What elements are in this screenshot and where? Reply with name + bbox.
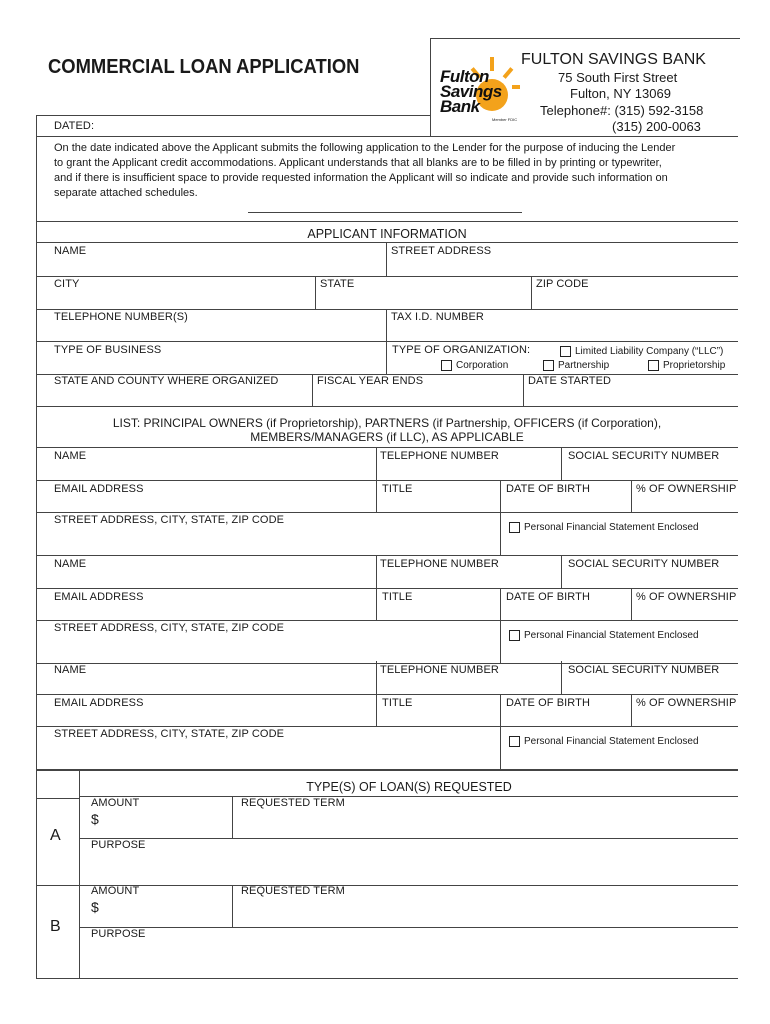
loan-a-label: A: [50, 827, 61, 844]
owner-name-field[interactable]: NAME: [54, 558, 87, 570]
intro-line: On the date indicated above the Applicant submits the following application to the Lender for the purpose of inducing the Lender: [54, 142, 676, 154]
form-title: COMMERCIAL LOAN APPLICATION: [48, 56, 360, 78]
loans-heading: TYPE(S) OF LOAN(S) REQUESTED: [306, 780, 512, 794]
intro-paragraph: [54, 141, 675, 201]
bank-phone-1: Telephone#: (315) 592-3158: [540, 103, 704, 118]
applicant-telephone-field[interactable]: TELEPHONE NUMBER(S): [54, 311, 188, 323]
corporation-checkbox[interactable]: [441, 360, 508, 371]
checkbox-icon[interactable]: [509, 736, 520, 747]
owner-ssn-field[interactable]: SOCIAL SECURITY NUMBER: [568, 558, 720, 570]
logo-text-bank: Bank: [440, 97, 480, 116]
llc-checkbox[interactable]: [560, 346, 723, 357]
owner-email-field[interactable]: EMAIL ADDRESS: [54, 697, 144, 709]
logo-text-savings: Savings: [440, 82, 502, 101]
owner-ssn-field[interactable]: SOCIAL SECURITY NUMBER: [568, 664, 720, 676]
owner-street-field[interactable]: STREET ADDRESS, CITY, STATE, ZIP CODE: [54, 728, 285, 740]
loan-b-amount-field[interactable]: $: [91, 899, 99, 915]
checkbox-icon[interactable]: [509, 522, 520, 533]
loan-a-amount-field[interactable]: $: [91, 811, 99, 827]
loan-b-amount-label: AMOUNT: [91, 885, 140, 897]
partnership-label: Partnership: [558, 360, 610, 371]
bank-address-city: Fulton, NY 13069: [570, 86, 671, 101]
loan-a-purpose-field[interactable]: PURPOSE: [91, 839, 146, 851]
type-of-business-field[interactable]: TYPE OF BUSINESS: [54, 344, 162, 356]
checkbox-icon[interactable]: [648, 360, 659, 371]
checkbox-icon[interactable]: [509, 630, 520, 641]
owner-title-field[interactable]: TITLE: [382, 483, 413, 495]
state-county-organized-field[interactable]: STATE AND COUNTY WHERE ORGANIZED: [54, 375, 279, 387]
intro-line: separate attached schedules.: [54, 187, 198, 199]
loan-b-term-field[interactable]: REQUESTED TERM: [241, 885, 345, 897]
bank-phone-2: (315) 200-0063: [612, 119, 701, 134]
owner-telephone-field[interactable]: TELEPHONE NUMBER: [380, 450, 499, 462]
fiscal-year-field[interactable]: FISCAL YEAR ENDS: [317, 375, 424, 387]
owner-ownership-field[interactable]: % OF OWNERSHIP: [636, 591, 737, 603]
signature-line[interactable]: [248, 212, 522, 213]
loan-a-amount-label: AMOUNT: [91, 797, 140, 809]
owner-dob-field[interactable]: DATE OF BIRTH: [506, 697, 591, 709]
intro-line: and if there is insufficient space to provide requested information the Applicant will so indicate and provide such information on: [54, 172, 668, 184]
corporation-label: Corporation: [456, 360, 509, 371]
owner-street-field[interactable]: STREET ADDRESS, CITY, STATE, ZIP CODE: [54, 622, 285, 634]
loan-b-purpose-field[interactable]: PURPOSE: [91, 928, 146, 940]
pfs-checkbox[interactable]: [509, 630, 699, 641]
owner-telephone-field[interactable]: TELEPHONE NUMBER: [380, 664, 499, 676]
applicant-city-field[interactable]: CITY: [54, 278, 80, 290]
owner-dob-field[interactable]: DATE OF BIRTH: [506, 591, 591, 603]
intro-line: to grant the Applicant credit accommodations. Applicant understands that all blanks are to be filled in by printing or typewriter,: [54, 157, 662, 169]
owner-name-field[interactable]: NAME: [54, 450, 87, 462]
bank-logo: [440, 55, 520, 125]
type-of-organization-label: TYPE OF ORGANIZATION:: [392, 344, 531, 356]
loan-a-term-field[interactable]: REQUESTED TERM: [241, 797, 345, 809]
applicant-zip-field[interactable]: ZIP CODE: [536, 278, 589, 290]
owner-telephone-field[interactable]: TELEPHONE NUMBER: [380, 558, 499, 570]
dated-label: DATED:: [54, 120, 95, 132]
owners-heading-1: LIST: PRINCIPAL OWNERS (if Proprietorship), PARTNERS (if Partnership, OFFICERS (if Corporation),: [112, 416, 662, 430]
owner-ownership-field[interactable]: % OF OWNERSHIP: [636, 483, 737, 495]
pfs-checkbox[interactable]: [509, 522, 699, 533]
owners-heading-2: MEMBERS/MANAGERS (if LLC), AS APPLICABLE: [250, 430, 524, 444]
owner-email-field[interactable]: EMAIL ADDRESS: [54, 591, 144, 603]
date-started-field[interactable]: DATE STARTED: [528, 375, 612, 387]
applicant-taxid-field[interactable]: TAX I.D. NUMBER: [391, 311, 484, 323]
checkbox-icon[interactable]: [543, 360, 554, 371]
logo-member-fdic: Member FDIC: [492, 117, 518, 122]
applicant-state-field[interactable]: STATE: [320, 278, 355, 290]
proprietorship-checkbox[interactable]: [648, 360, 725, 371]
pfs-label: Personal Financial Statement Enclosed: [524, 522, 699, 533]
loan-b-label: B: [50, 918, 61, 935]
partnership-checkbox[interactable]: [543, 360, 609, 371]
checkbox-icon[interactable]: [560, 346, 571, 357]
checkbox-icon[interactable]: [441, 360, 452, 371]
owner-email-field[interactable]: EMAIL ADDRESS: [54, 483, 144, 495]
proprietorship-label: Proprietorship: [663, 360, 726, 371]
applicant-name-field[interactable]: NAME: [54, 245, 87, 257]
pfs-label: Personal Financial Statement Enclosed: [524, 736, 699, 747]
logo-text-fulton: Fulton: [440, 67, 489, 86]
pfs-label: Personal Financial Statement Enclosed: [524, 630, 699, 641]
owner-dob-field[interactable]: DATE OF BIRTH: [506, 483, 591, 495]
owner-ssn-field[interactable]: SOCIAL SECURITY NUMBER: [568, 450, 720, 462]
owner-ownership-field[interactable]: % OF OWNERSHIP: [636, 697, 737, 709]
bank-name: FULTON SAVINGS BANK: [521, 51, 706, 68]
owner-name-field[interactable]: NAME: [54, 664, 87, 676]
bank-address-street: 75 South First Street: [558, 70, 678, 85]
applicant-street-field[interactable]: STREET ADDRESS: [391, 245, 492, 257]
owner-street-field[interactable]: STREET ADDRESS, CITY, STATE, ZIP CODE: [54, 514, 285, 526]
pfs-checkbox[interactable]: [509, 736, 699, 747]
owner-title-field[interactable]: TITLE: [382, 591, 413, 603]
applicant-heading: APPLICANT INFORMATION: [307, 227, 467, 241]
llc-label: Limited Liability Company (“LLC”): [575, 346, 724, 357]
owner-title-field[interactable]: TITLE: [382, 697, 413, 709]
